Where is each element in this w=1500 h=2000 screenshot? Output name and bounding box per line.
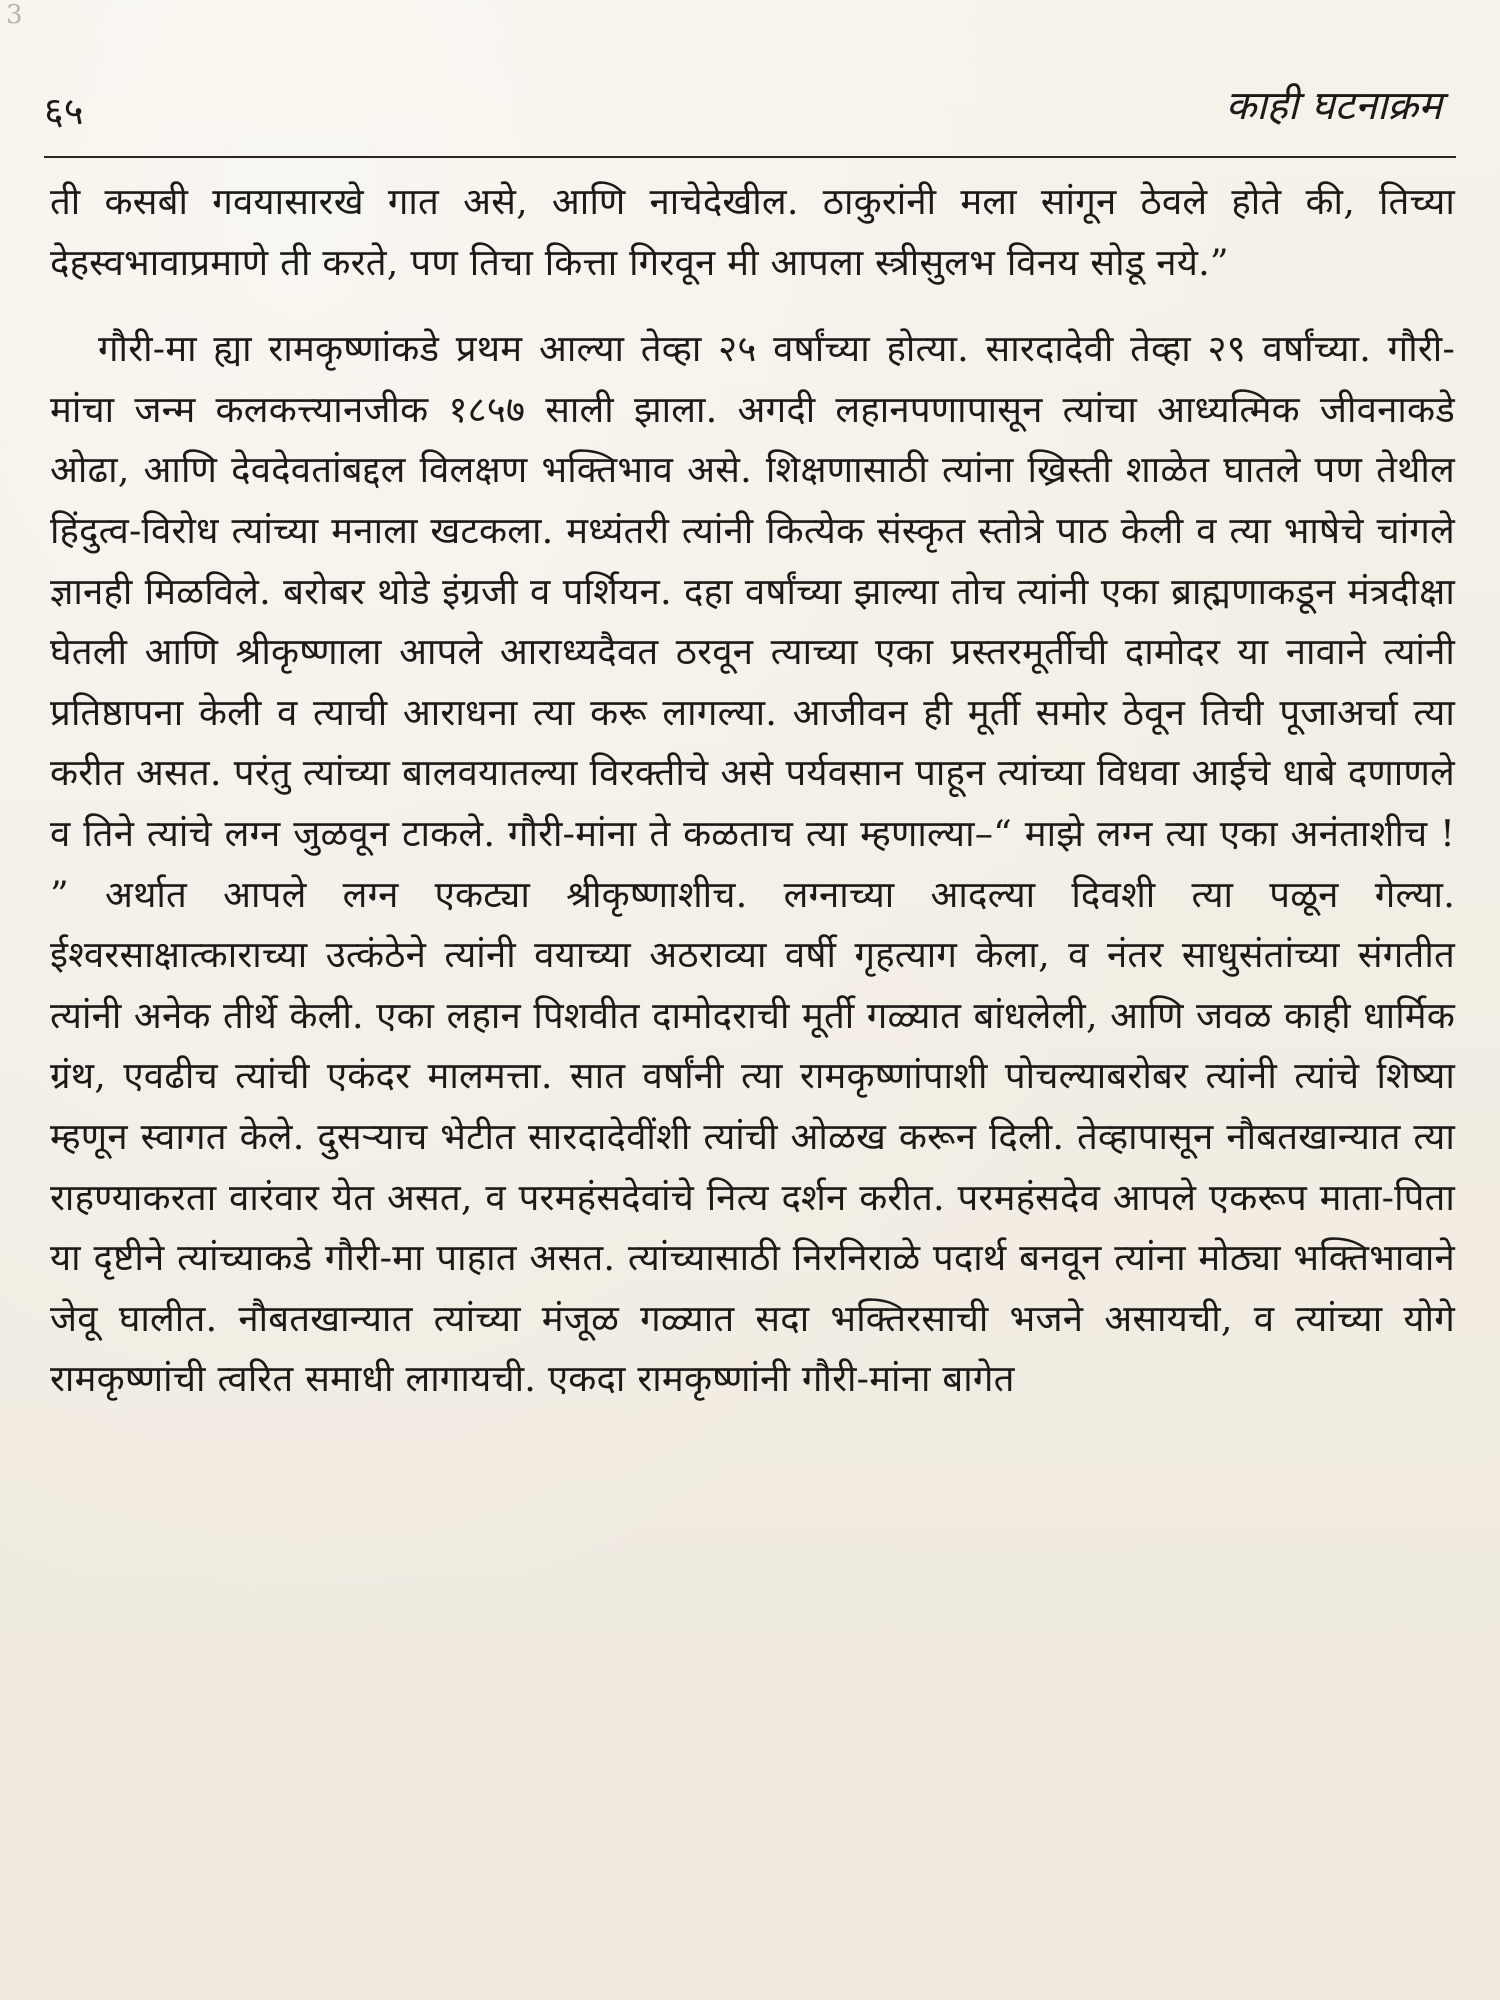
paragraph-continued: ती कसबी गवयासारखे गात असे, आणि नाचेदेखील. ठाकुरांनी मला सांगून ठेवले होते की, तिच्या देहस्वभावाप्रमाणे ती करते, पण तिचा कित्ता गिरवून मी आपला स्त्रीसुलभ विनय सोडू नये.” [50,180,1455,284]
corner-mark: 3 [6,0,23,30]
paragraph-gauri-ma: गौरी-मा ह्या रामकृष्णांकडे प्रथम आल्या तेव्हा २५ वर्षांच्या होत्या. सारदादेवी तेव्हा २९ वर्षांच्या. गौरी-मांचा जन्म कलकत्त्यानजीक १८५७ साली झाला. अगदी लहानपणापासून त्यांचा आध्यत्मिक जीवनाकडे ओढा, आणि देवदेवतांबद्दल विलक्षण भक्तिभाव असे. शिक्षणासाठी त्यांना ख्रिस्ती शाळेत घातले पण तेथील हिंदुत्व-विरोध त्यांच्या मनाला खटकला. मध्यंतरी त्यांनी कित्येक संस्कृत स्तोत्रे पाठ केली व त्या भाषेचे चांगले ज्ञानही मिळविले. बरोबर थोडे इंग्रजी व पर्शियन. दहा वर्षांच्या झाल्या तोच त्यांनी एका ब्राह्मणाकडून मंत्रदीक्षा घेतली आणि श्रीकृष्णाला आपले आराध्यदैवत ठरवून त्याच्या एका प्रस्तरमूर्तीची दामोदर या नावाने त्यांनी प्रतिष्ठापना केली व त्याची आराधना त्या करू लागल्या. आजीवन ही मूर्ती समोर ठेवून तिची पूजाअर्चा त्या करीत असत. परंतु त्यांच्या बालवयातल्या विरक्तीचे असे पर्यवसान पाहून त्यांच्या विधवा आईचे धाबे दणाणले व तिने त्यांचे लग्न जुळवून टाकले. गौरी-मांना ते कळताच त्या म्हणाल्या–“ माझे लग्न त्या एका अनंताशीच ! ” अर्थात आपले लग्न एकट्या श्रीकृष्णाशीच. लग्नाच्या आदल्या दिवशी त्या पळून गेल्या. ईश्वरसाक्षात्काराच्या उत्कंठेने त्यांनी वयाच्या अठराव्या वर्षी गृहत्याग केला, व नंतर साधुसंतांच्या संगतीत त्यांनी अनेक तीर्थे केली. एका लहान पिशवीत दामोदराची मूर्ती गळ्यात बांधलेली, आणि जवळ काही धार्मिक ग्रंथ, एवढीच त्यांची एकंदर मालमत्ता. सात वर्षांनी त्या रामकृष्णांपाशी पोचल्याबरोबर त्यांनी त्यांचे शिष्या म्हणून स्वागत केले. दुसऱ्याच भेटीत सारदादेवींशी त्यांची ओळख करून दिली. तेव्हापासून नौबतखान्यात त्या राहण्याकरता वारंवार येत असत, व परमहंसदेवांचे नित्य दर्शन करीत. परमहंसदेव आपले एकरूप माता-पिता या दृष्टीने त्यांच्याकडे गौरी-मा पाहात असत. त्यांच्यासाठी निरनिराळे पदार्थ बनवून त्यांना मोठ्या भक्तिभावाने जेवू घालीत. नौबतखान्यात त्यांच्या मंजूळ गळ्यात सदा भक्तिरसाची भजने असायची, व त्यांच्या योगे रामकृष्णांची त्वरित समाधी लागायची. एकदा रामकृष्णांनी गौरी-मांना बागेत [50,327,1456,1401]
page-number: ६५ [44,89,84,133]
header-rule [44,156,1456,158]
running-title: काही घटनाक्रम [1225,83,1442,129]
body-text [50,172,1455,1410]
